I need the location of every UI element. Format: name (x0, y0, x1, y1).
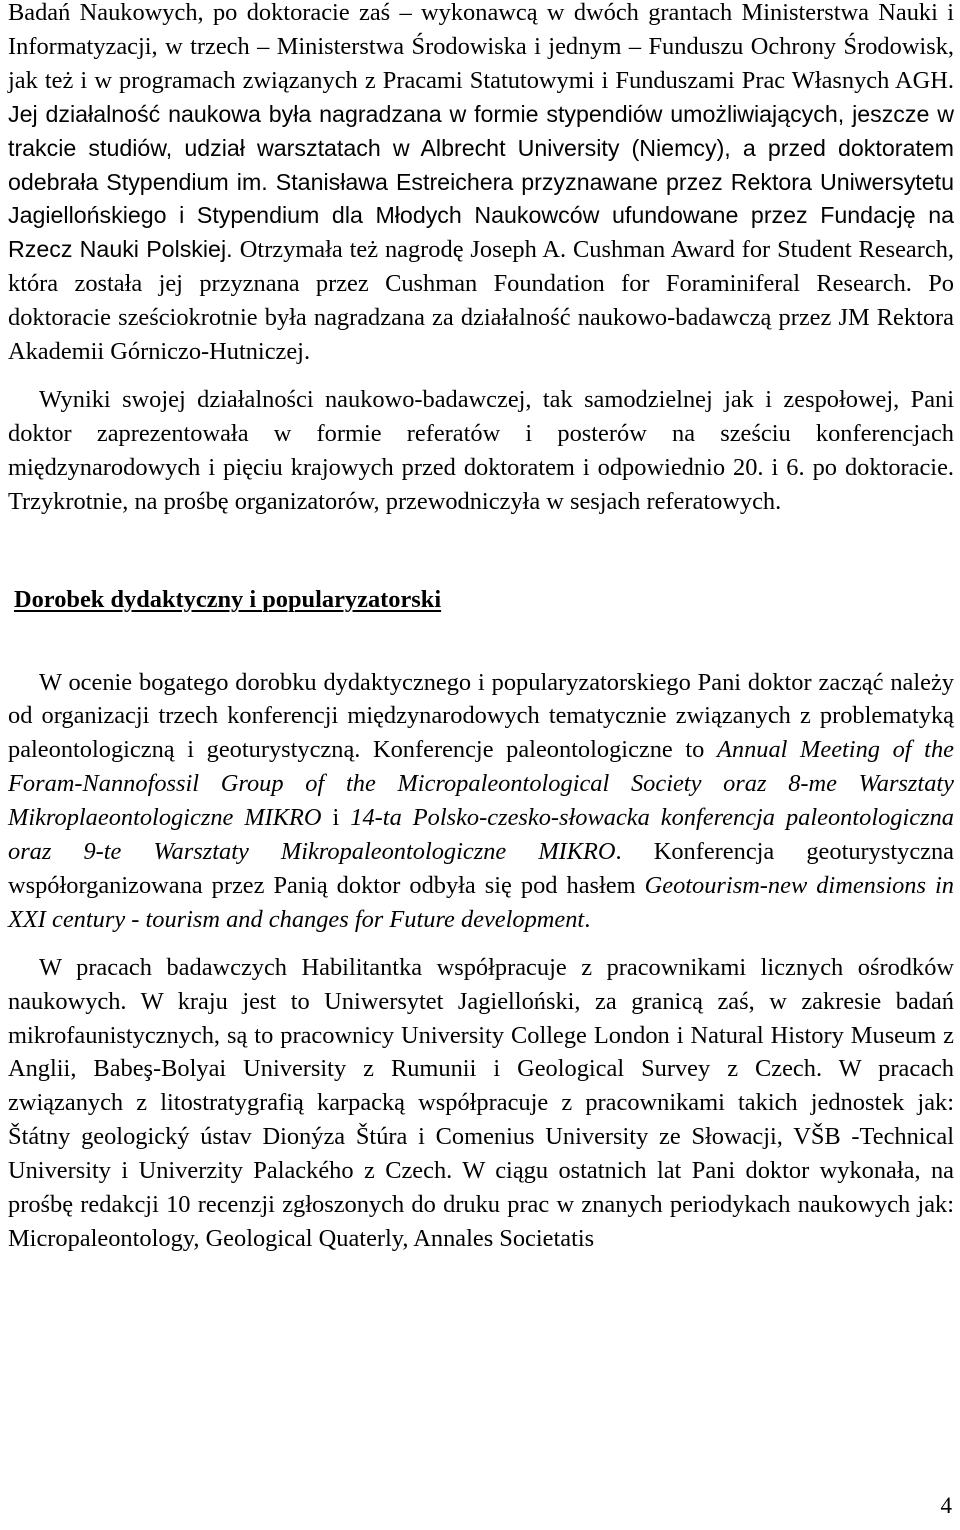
paragraph-didactic (8, 666, 954, 937)
paragraph-awards-part-1: Badań Naukowych, po doktoracie zaś – wykonawcą w dwóch grantach Ministerstwa Nauki i Informatyzacji, w trzech – Ministerstwa Środowiska i jednym – Funduszu Ochrony Środowisk, jak też i w programach związanych z Pracami Statutowymi i Funduszami Prac Własnych AGH. (8, 0, 954, 94)
paragraph-cooperation: W pracach badawczych Habilitantka współpracuje z pracownikami licznych ośrodków naukowych. W kraju jest to Uniwersytet Jagielloński, za granicą zaś, w zakresie badań mikrofaunistycznych, są to pracownicy University College London i Natural History Museum z Anglii, Babeş-Bolyai University z Rumunii i Geological Survey z Czech. W pracach związanych z litostratygrafią karpacką współpracuje z pracownikami takich jednostek jak: Štátny geologický ústav Dionýza Štúra i Comenius University ze Słowacji, VŠB -Technical University i Univerzity Palackého z Czech. W ciągu ostatnich lat Pani doktor wykonała, na prośbę redakcji 10 recenzji zgłoszonych do druku prac w znanych periodykach naukowych jak: Micropaleontology, Geological Quaterly, Annales Societatis (8, 953, 954, 1252)
page-number: 4 (940, 1493, 952, 1518)
paragraph-awards-part-3: Otrzymała też nagrodę Joseph A. Cushman Award for Student Research, która została jej przyznana przez Cushman Foundation for Foraminiferal Research. Po doktoracie sześciokrotnie była nagradzana za działalność naukowo-badawczą przez JM Rektora Akademii Górniczo-Hutniczej. (8, 236, 954, 366)
paragraph-didactic-part-3: . Konferencja geoturystyczna współorganizowana przez Panią doktor odbyła się pod hasłem (8, 838, 954, 899)
paragraph-awards (8, 0, 954, 369)
paragraph-conference-results: Wyniki swojej działalności naukowo-badawczej, tak samodzielnej jak i zespołowej, Pani doktor zaprezentowała w formie referatów i posterów na sześciu konferencjach międzynarodowych i pięciu krajowych przed doktoratem i odpowiednio 20. i 6. po doktoracie. Trzykrotnie, na prośbę organizatorów, przewodniczyła w sesjach referatowych. (8, 385, 954, 515)
conference-title-3: Geotourism-new dimensions in XXI century - tourism and changes for Future development (8, 871, 954, 933)
conference-title-2: 14-ta Polsko-czesko-słowacka konferencja paleontologiczna oraz 9-te Warsztaty Mikropaleontologiczne MIKRO (8, 804, 954, 866)
conference-title-1: Annual Meeting of the Foram-Nannofossil Group of the Micropaleontological Society oraz 8-me Warsztaty Mikroplaeontologiczne MIKRO (8, 736, 954, 832)
section-heading: Dorobek dydaktyczny i popularyzatorski (14, 585, 442, 613)
paragraph-didactic-part-1: W ocenie bogatego dorobku dydaktycznego i popularyzatorskiego Pani doktor zacząć należy od organizacji trzech konferencji międzynarodowych tematycznie związanych z problematyką paleontologiczną i geoturystyczną. Konferencje paleontologiczne to (8, 668, 954, 764)
paragraph-didactic-part-2: i (321, 804, 351, 832)
document-page (8, 0, 954, 1256)
paragraph-didactic-part-4: . (584, 905, 591, 933)
paragraph-awards-part-2: Jej działalność naukowa była nagradzana w formie stypendiów umożliwiających, jeszcze w trakcie studiów, udział warsztatach w Albrecht University (Niemcy), a przed doktoratem odebrała Stypendium im. Stanisława Estreichera przyznawane przez Rektora Uniwersytetu Jagiellońskiego i Stypendium dla Młodych Naukowców ufundowane przez Fundację na Rzecz Nauki Polskiej. (8, 100, 954, 263)
